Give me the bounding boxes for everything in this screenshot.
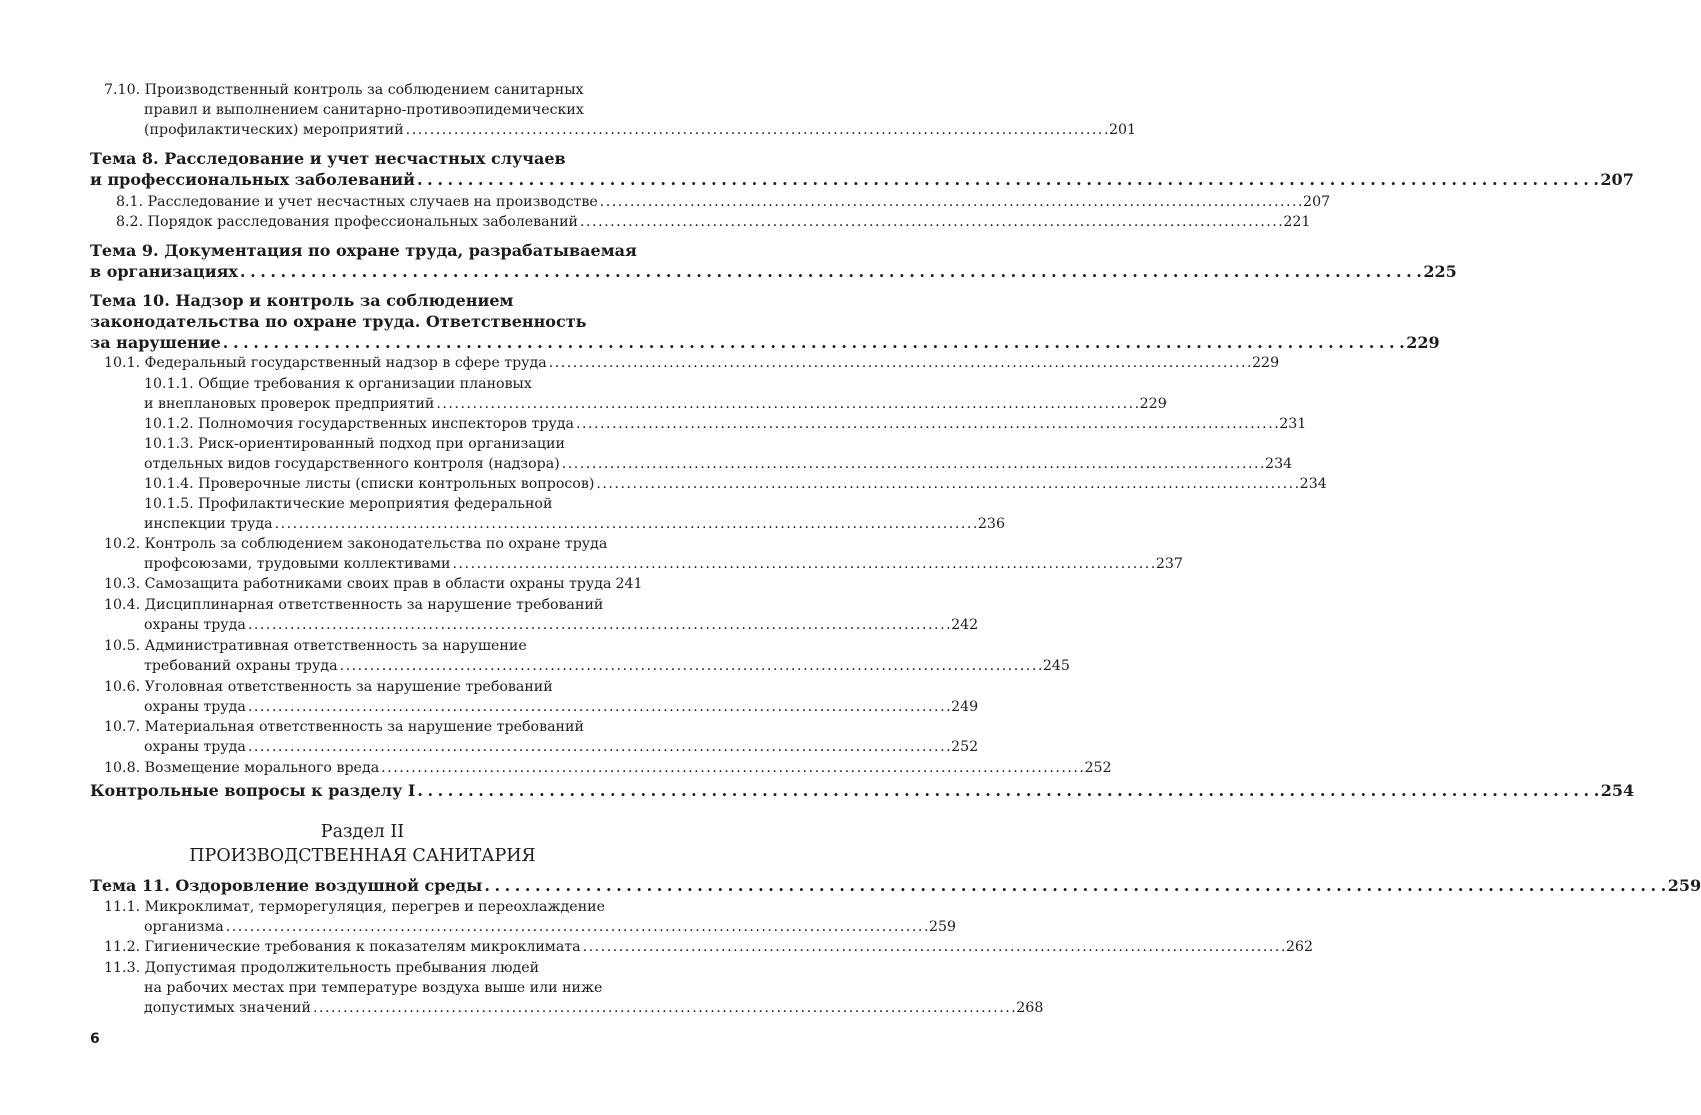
toc-page-number: 234 bbox=[1265, 456, 1293, 472]
toc-entry-10-1-5[interactable] bbox=[144, 514, 1005, 534]
toc-entry-10-1-1-line1: 10.1.1. Общие требования к организации плановых bbox=[144, 376, 532, 392]
toc-topic-9-line1: Тема 9. Документация по охране труда, разрабатываемая bbox=[90, 241, 637, 260]
leader-dots bbox=[600, 192, 1301, 212]
toc-entry-text: 11.2. Гигиенические требования к показателям микроклимата bbox=[104, 939, 581, 955]
toc-entry-text: 10.1. Федеральный государственный надзор в сфере труда bbox=[104, 355, 547, 371]
toc-entry-10-1-1[interactable] bbox=[144, 394, 1167, 414]
toc-entry-text: 10.1.2. Полномочия государственных инспекторов труда bbox=[144, 416, 574, 432]
toc-entry-11-3-line2: на рабочих местах при температуре воздуха выше или ниже bbox=[144, 980, 603, 996]
toc-entry-8-2[interactable] bbox=[116, 212, 1311, 232]
toc-topic-8[interactable] bbox=[90, 169, 1634, 191]
toc-page-number: 249 bbox=[951, 699, 979, 715]
toc-entry-10-3[interactable] bbox=[104, 574, 643, 594]
toc-entry-text: и профессиональных заболеваний bbox=[90, 170, 416, 189]
toc-page-number: 231 bbox=[1279, 416, 1307, 432]
toc-entry-10-1[interactable] bbox=[104, 353, 1280, 373]
leader-dots bbox=[583, 937, 1284, 957]
leader-dots bbox=[248, 737, 949, 757]
leader-dots bbox=[436, 394, 1137, 414]
toc-entry-10-8[interactable] bbox=[104, 758, 1112, 778]
toc-entry-11-2[interactable] bbox=[104, 937, 1313, 957]
leader-dots bbox=[248, 697, 949, 717]
toc-entry-7-10-line1: 7.10. Производственный контроль за соблюдением санитарных bbox=[104, 82, 584, 98]
page-number: 6 bbox=[90, 1031, 100, 1047]
toc-entry-10-1-3-line1: 10.1.3. Риск-ориентированный подход при организации bbox=[144, 436, 565, 452]
toc-entry-text: (профилактических) мероприятий bbox=[144, 122, 404, 138]
toc-entry-10-6-line1: 10.6. Уголовная ответственность за нарушение требований bbox=[104, 679, 553, 695]
toc-page-number: 259 bbox=[928, 919, 957, 935]
toc-entry-text: Контрольные вопросы к разделу I bbox=[90, 781, 416, 800]
toc-entry-text: 10.1.4. Проверочные листы (списки контрольных вопросов) bbox=[144, 476, 595, 492]
toc-topic-10-line2: законодательства по охране труда. Ответственность bbox=[90, 312, 587, 331]
toc-page-number: 259 bbox=[1667, 876, 1701, 895]
leader-dots bbox=[417, 780, 1598, 802]
leader-dots bbox=[381, 758, 1082, 778]
toc-topic-8-line1: Тема 8. Расследование и учет несчастных случаев bbox=[90, 149, 566, 168]
toc-entry-text: 8.1. Расследование и учет несчастных случаев на производстве bbox=[116, 194, 598, 210]
toc-entry-text: Тема 11. Оздоровление воздушной среды bbox=[90, 876, 483, 895]
toc-entry-text: отдельных видов государственного контроля (надзора) bbox=[144, 456, 560, 472]
toc-entry-text: инспекции труда bbox=[144, 516, 273, 532]
toc-entry-text: в организациях bbox=[90, 262, 238, 281]
toc-page-number: 252 bbox=[951, 739, 979, 755]
toc-page-number: 245 bbox=[1042, 658, 1070, 674]
toc-entry-text: и внеплановых проверок предприятий bbox=[144, 396, 435, 412]
toc-page-number: 254 bbox=[1600, 781, 1635, 800]
leader-dots bbox=[549, 353, 1250, 373]
toc-topic-10-line1: Тема 10. Надзор и контроль за соблюдением bbox=[90, 291, 514, 310]
toc-entry-text: 10.3. Самозащита работниками своих прав в области охраны труда bbox=[104, 576, 612, 592]
toc-entry-text: за нарушение bbox=[90, 333, 221, 352]
toc-page-number: 236 bbox=[977, 516, 1005, 532]
leader-dots bbox=[484, 875, 1665, 897]
toc-topic-9[interactable] bbox=[90, 261, 1457, 283]
toc-page-number: 237 bbox=[1155, 556, 1183, 572]
leader-dots bbox=[417, 169, 1598, 191]
toc-entry-10-6[interactable] bbox=[144, 697, 979, 717]
toc-entry-10-7-line1: 10.7. Материальная ответственность за нарушение требований bbox=[104, 719, 584, 735]
leader-dots bbox=[406, 120, 1107, 140]
toc-entry-text: организма bbox=[144, 919, 224, 935]
toc-entry-10-2[interactable] bbox=[144, 554, 1183, 574]
toc-page-number: 207 bbox=[1600, 170, 1634, 189]
toc-page-number: 268 bbox=[1016, 1000, 1044, 1016]
leader-dots bbox=[576, 414, 1277, 434]
toc-entry-text: охраны труда bbox=[144, 699, 246, 715]
toc-entry-10-7[interactable] bbox=[144, 737, 979, 757]
toc-page-number: 252 bbox=[1084, 760, 1112, 776]
toc-entry-7-10-line2: правил и выполнением санитарно-противоэпидемических bbox=[144, 102, 584, 118]
toc-page-number: 225 bbox=[1423, 262, 1457, 281]
leader-dots bbox=[223, 332, 1404, 354]
leader-dots bbox=[453, 554, 1154, 574]
section-label: Раздел II bbox=[320, 822, 405, 842]
toc-page-number: 241 bbox=[615, 576, 643, 592]
leader-dots bbox=[240, 261, 1421, 283]
toc-topic-11[interactable] bbox=[90, 875, 1701, 897]
toc-entry-text: 10.8. Возмещение морального вреда bbox=[104, 760, 380, 776]
toc-entry-10-5[interactable] bbox=[144, 656, 1070, 676]
leader-dots bbox=[562, 454, 1263, 474]
toc-page-number: 221 bbox=[1283, 214, 1311, 230]
leader-dots bbox=[580, 212, 1281, 232]
toc-control-questions-1[interactable] bbox=[90, 780, 1635, 802]
toc-page-number: 229 bbox=[1252, 355, 1280, 371]
toc-entry-text: требований охраны труда bbox=[144, 658, 338, 674]
toc-entry-text: охраны труда bbox=[144, 617, 246, 633]
toc-entry-11-3-line1: 11.3. Допустимая продолжительность пребывания людей bbox=[104, 960, 540, 976]
toc-entry-10-2-line1: 10.2. Контроль за соблюдением законодательства по охране труда bbox=[104, 536, 608, 552]
leader-dots bbox=[340, 656, 1041, 676]
toc-page-number: 229 bbox=[1139, 396, 1167, 412]
toc-page-number: 242 bbox=[951, 617, 979, 633]
toc-page-number: 262 bbox=[1285, 939, 1313, 955]
leader-dots bbox=[596, 474, 1297, 494]
toc-entry-10-5-line1: 10.5. Административная ответственность за нарушение bbox=[104, 638, 527, 654]
toc-page-number: 201 bbox=[1108, 122, 1137, 138]
toc-entry-10-1-3[interactable] bbox=[144, 454, 1293, 474]
toc-entry-10-1-2[interactable] bbox=[144, 414, 1307, 434]
toc-page-number: 229 bbox=[1406, 333, 1440, 352]
toc-entry-text: профсоюзами, трудовыми коллективами bbox=[144, 556, 451, 572]
toc-entry-11-1-line1: 11.1. Микроклимат, терморегуляция, перегрев и переохлаждение bbox=[104, 899, 605, 915]
leader-dots bbox=[313, 998, 1014, 1018]
toc-entry-text: 8.2. Порядок расследования профессиональных заболеваний bbox=[116, 214, 579, 230]
leader-dots bbox=[275, 514, 976, 534]
toc-entry-8-1[interactable] bbox=[116, 192, 1331, 212]
toc-entry-10-4-line1: 10.4. Дисциплинарная ответственность за нарушение требований bbox=[104, 597, 604, 613]
toc-page-number: 234 bbox=[1299, 476, 1327, 492]
toc-topic-10[interactable] bbox=[90, 332, 1440, 354]
toc-entry-text: охраны труда bbox=[144, 739, 246, 755]
toc-entry-11-3[interactable] bbox=[144, 998, 1044, 1018]
toc-page-number: 207 bbox=[1303, 194, 1331, 210]
toc-entry-text: допустимых значений bbox=[144, 1000, 311, 1016]
toc-entry-10-4[interactable] bbox=[144, 615, 979, 635]
toc-entry-7-10[interactable] bbox=[144, 120, 1137, 140]
toc-entry-10-1-4[interactable] bbox=[144, 474, 1327, 494]
leader-dots bbox=[226, 917, 927, 937]
toc-entry-11-1[interactable] bbox=[144, 917, 957, 937]
leader-dots bbox=[248, 615, 949, 635]
section-title: ПРОИЗВОДСТВЕННАЯ САНИТАРИЯ bbox=[189, 846, 536, 866]
toc-entry-10-1-5-line1: 10.1.5. Профилактические мероприятия федеральной bbox=[144, 496, 553, 512]
